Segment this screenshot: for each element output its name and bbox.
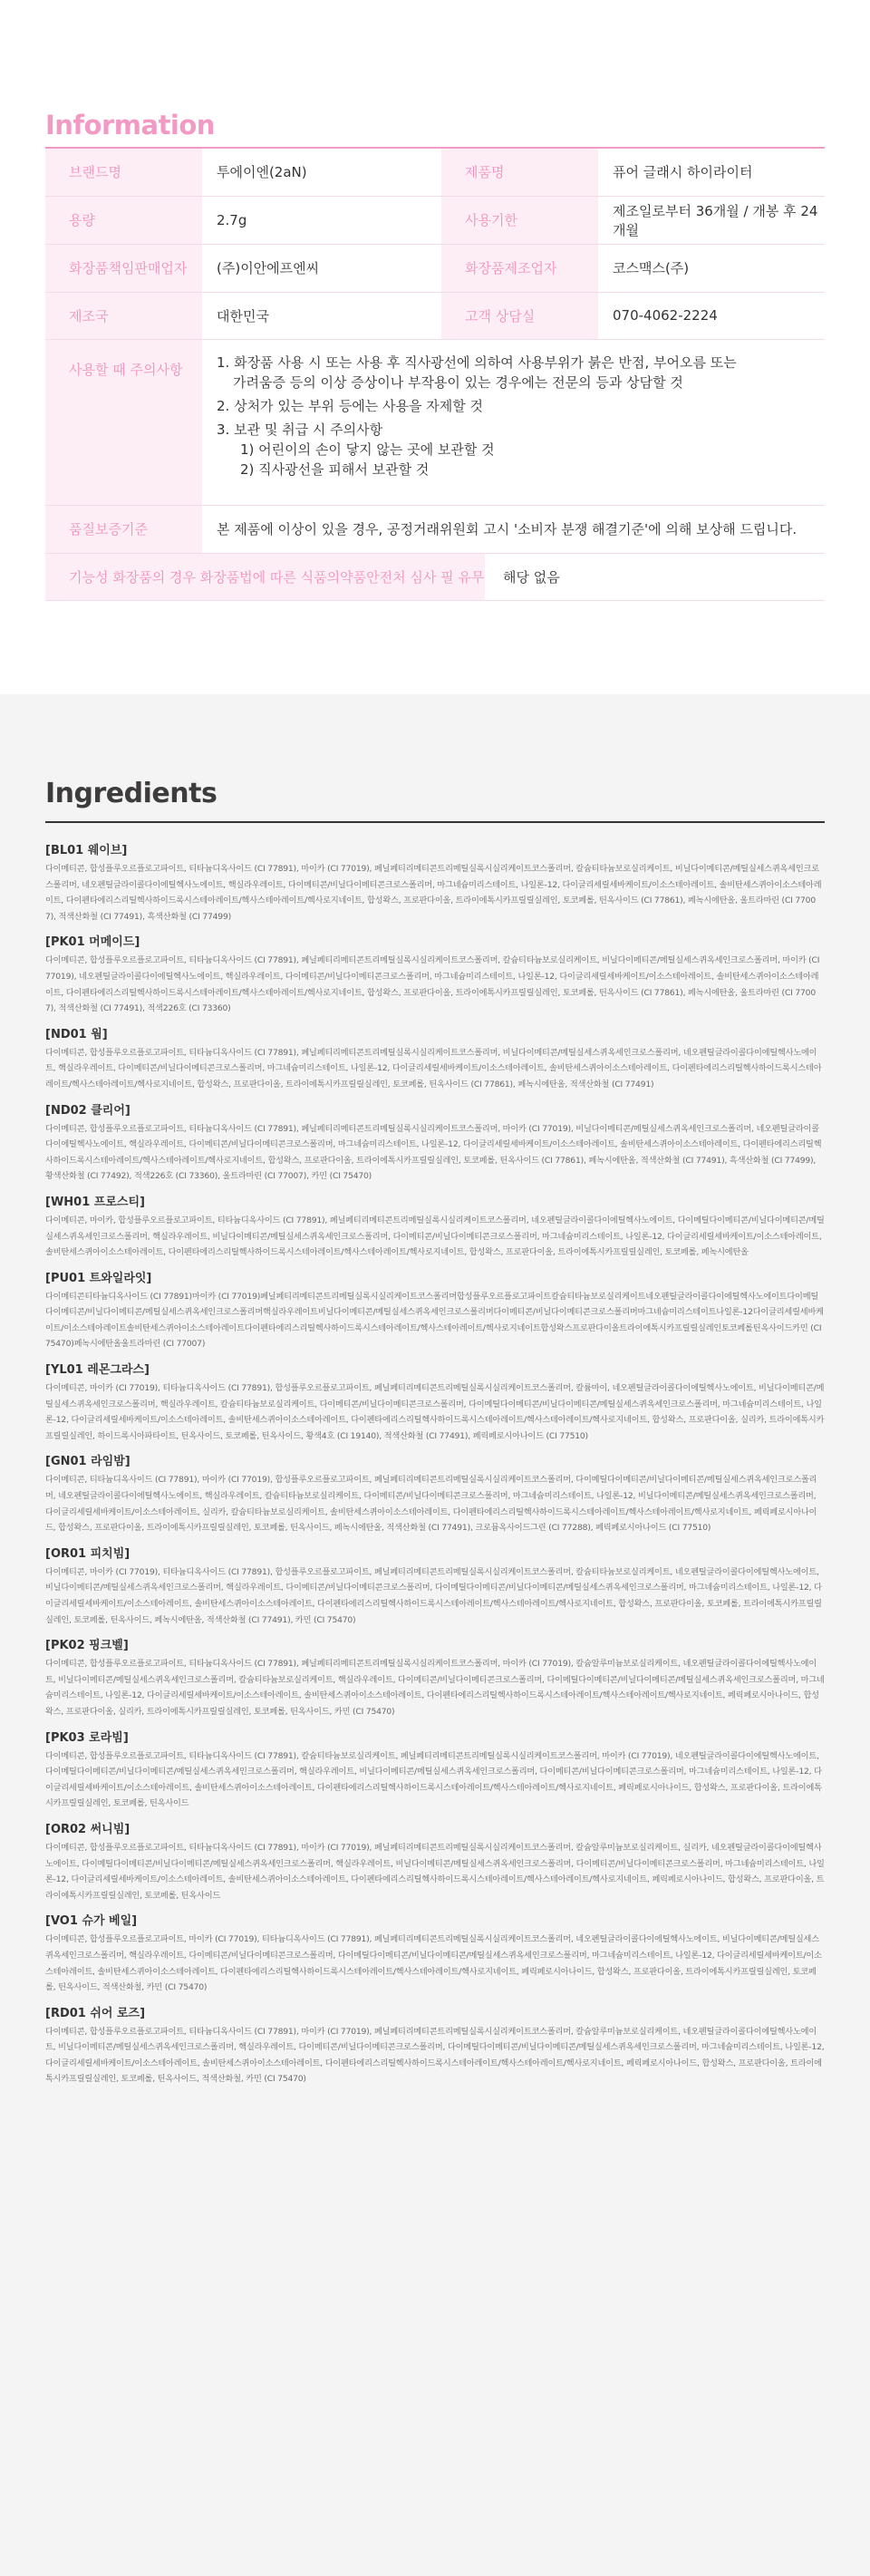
ingredients-title: Ingredients: [45, 778, 218, 809]
ingredient-block: [45, 1636, 825, 1719]
country-value: 대한민국: [202, 292, 441, 339]
ingredient-shade-name: [VO1 슈가 베일]: [45, 1914, 138, 1929]
ingredient-block: [45, 841, 825, 925]
seller-value: (주)이안에프엔씨: [202, 244, 441, 292]
ingredient-block: [45, 2004, 825, 2087]
ingredient-block: [45, 933, 825, 1016]
ingredient-block: [45, 1101, 825, 1185]
ingredient-block: [45, 1729, 825, 1812]
caution-item-2: 2. 상처가 있는 부위 등에는 사용을 자제할 것: [217, 397, 484, 414]
functional-table: [45, 554, 825, 602]
ingredients-list: [45, 841, 825, 2087]
ingredient-list-text: 다이메티콘, 합성플루오르플로고파이트, 티타늄디옥사이드 (CI 77891), 칼슘티타늄보로실리케이트, 폐닐페티리메티콘트리메틸실록시실리케이트코스폴리머, 마이카 (CI 77019), 네오펜틸글라이콜다이에틸헥사노에이트, 다이메틸다이메티콘/비닐다이메티콘/메틸실세스퀴옥세인크로스폴리머, 핵실라우레이트, 비닐다이메티콘/메틸실세스퀴옥세인크로스폴리머, 다이메티콘/비닐다이메티콘크로스폴리머, 마그네슘미리스테이트, 나일론-12, 다이글리세릴세바케이트/이소스테아레이트, 솔비탄세스퀴아이소스테아레이트, 다이펜타에리스리틸헥사하이드록시스테아레이트/헥사스테아레이트/헥사로지네이트, 페릭페로시아나이드, 합성왁스, 프로판다이올, 트라이에톡시카프릴릴실레인, 토코페롤, 틴옥사이드: [45, 1750, 822, 1809]
ingredient-list-text: 다이메티콘, 합성플루오르플로고파이트, 티타늄디옥사이드 (CI 77891), 폐닐페티리메티콘트리메틸실록시실리케이트코스폴리머, 마이카 (CI 77019), 비닐다이메티콘/메틸실세스퀴옥세인크로스폴리머, 네오펜틸글라이콜다이에틸헥사노에이트, 핵실라우레이트, 다이메티콘/비닐다이메티콘크로스폴리머, 마그네슘미리스테이트, 나일론-12, 다이글리세릴세바케이트/이소스테아레이트, 솔비탄세스퀴아이소스테아레이트, 다이펜타에리스리틸헥사하이드록시스테아레이트/헥사스테아레이트/헥사로지네이트, 합성왁스, 프로판다이올, 트라이에톡시카프릴릴실레인, 토코페롤, 틴옥사이드 (CI 77861), 페녹시에탄올, 적색산화철 (CI 77491), 흑색산화철 (CI 77499), 황색산화철 (CI 77492), 적색226호 (CI 73360), 울트라마린 (CI 77007), 카민 (CI 75470): [45, 1123, 822, 1182]
functional-value: 해당 없음: [485, 554, 825, 601]
info-row-functional: [45, 554, 825, 601]
volume-label: 용량: [45, 196, 202, 244]
ingredient-shade-name: [ND01 웜]: [45, 1027, 108, 1041]
ingredients-divider: [45, 821, 825, 823]
ingredient-block: [45, 1545, 825, 1628]
ingredient-shade-name: [YL01 레몬그라스]: [45, 1363, 150, 1378]
ingredient-shade-name: [OR02 써니빔]: [45, 1822, 130, 1836]
expiry-label: 사용기한: [441, 196, 598, 244]
info-row-country: [45, 292, 825, 339]
info-row-volume: [45, 196, 825, 244]
ingredient-list-text: 다이메티콘, 합성플루오르플로고파이트, 티타늄디옥사이드 (CI 77891), 마이카 (CI 77019), 폐닐페티리메티콘트리메틸실록시실리케이트코스폴리머, 칼슘알루미늄보로실리케이트, 실리카, 네오펜틸글라이콜다이에틸헥사노에이트, 다이메틸다이메티콘/비닐다이메티콘/메틸실세스퀴옥세인크로스폴리머, 핵실라우레이트, 비닐다이메티콘/메틸실세스퀴옥세인크로스폴리머, 다이메티콘/비닐다이메티콘크로스폴리머, 마그네슘미리스테이트, 나일론-12, 다이글리세릴세바케이트/이소스테아레이트, 솔비탄세스퀴아이소스테아레이트, 다이펜타에리스리틸헥사하이드록시스테아레이트/헥사스테아레이트/헥사로지네이트, 페릭페로시아나이드, 합성왁스, 프로판다이올, 트라이에톡시카프릴릴실레인, 토코페롤, 틴옥사이드: [45, 1842, 825, 1901]
quality-label: 품질보증기준: [45, 505, 202, 553]
info-row-caution: [45, 339, 825, 505]
ingredient-block: [45, 1820, 825, 1903]
caution-item-3-text: 3. 보관 및 취급 시 주의사항: [217, 421, 383, 438]
ingredient-shade-name: [PK02 핑크벨]: [45, 1639, 129, 1653]
ingredient-list-text: 다이메티콘, 마이카 (CI 77019), 티타늄디옥사이드 (CI 77891), 합성플루오르플로고파이트, 폐닐페티리메티콘트리메틸실록시실리케이트코스폴리머, 칼슘티타늄보로실리케이트, 네오펜틸글라이콜다이에틸헥사노에이트, 비닐다이메티콘/메틸실세스퀴옥세인크로스폴리머, 핵실라우레이트, 다이메티콘/비닐다이메티콘크로스폴리머, 다이메틸다이메티콘/비닐다이메티콘/메틸실세스퀴옥세인크로스폴리머, 마그네슘미리스테이트, 나일론-12, 다이글리세릴세바케이트/이소스테아레이트, 솔비탄세스퀴아이소스테아레이트, 다이펜타에리스리틸헥사하이드록시스테아레이트/헥사스테아레이트/헥사로지네이트, 합성왁스, 프로판다이올, 토코페롤, 트라이에톡시카프릴릴실레인, 토코페롤, 틴옥사이드, 페녹시에탄올, 적색산화철 (CI 77491), 카민 (CI 75470): [45, 1566, 822, 1625]
caution-content: [202, 339, 825, 505]
caution-item-1-continued: 가려움증 등의 이상 증상이나 부작용이 있는 경우에는 전문의 등과 상담할 것: [233, 373, 683, 391]
ingredient-list-text: 다이메티콘, 합성플루오르플로고파이트, 티타늄디옥사이드 (CI 77891), 마이카 (CI 77019), 폐닐페티리메티콘트리메틸실록시실리케이트코스폴리머, 칼슘알루미늄보로실리케이트, 네오펜틸글라이콜다이에틸헥사노에이트, 비닐다이메티콘/메틸실세스퀴옥세인크로스폴리머, 핵실라우레이트, 다이메티콘/비닐다이메티콘크로스폴리머, 다이메틸다이메티콘/비닐다이메티콘/메틸실세스퀴옥세인크로스폴리머, 마그네슘미리스테이트, 나일론-12, 다이글리세릴세바케이트/이소스테아레이트, 솔비탄세스퀴아이소스테아레이트, 다이펜타에리스리틸헥사하이드록시스테아레이트/헥사스테아레이트/헥사로지네이트, 페릭페로시아나이드, 합성왁스, 프로판다이올, 트라이에톡시카프릴릴실레인, 토코페롤, 틴옥사이드, 적색산화철, 카민 (CI 75470): [45, 2026, 825, 2085]
product-name-value: 퓨어 글래시 하이라이터: [598, 149, 825, 196]
ingredient-list-text: 다이메티콘티타늄디옥사이드 (CI 77891)마이카 (CI 77019)폐닐페티리메티콘트리메틸실록시실리케이트코스폴리머합성플루오르플로고파이트칼슘티타늄보로실리케이트네오펜틸글라이콜다이에틸헥사노에이트다이메틸다이메티콘/비닐다이메티콘/메틸실세스퀴옥세인크로스폴리머핵실라우레이트비닐다이메티콘/메틸실세스퀴옥세인크로스폴리머다이메티콘/비닐다이메티콘크로스폴리머마그네슘미리스테이트나일론-12다이글리세릴세바케이트/이소스테아레이트솔비탄세스퀴아이소스테아레이트다이펜타에리스리틸헥사하이드록시스테아레이트/헥사스테아레이트/헥사로지네이트합성왁스프로판다이올트라이에톡시카프릴릴실레인토코페롤틴옥사이드카민 (CI 75470)페녹시에탄올울트라마린 (CI 77007): [45, 1291, 824, 1350]
ingredient-list-text: 다이메티콘, 합성플루오르플로고파이트, 마이카 (CI 77019), 티타늄디옥사이드 (CI 77891), 폐닐페티리메티콘트리메틸실록시실리케이트코스폴리머, 네오펜틸글라이콜다이에틸헥사노에이트, 비닐다이메티콘/메틸실세스퀴옥세인크로스폴리머, 핵실라우레이트, 다이메티콘/비닐다이메티콘크로스폴리머, 다이메틸다이메티콘/비닐다이메티콘/메틸실세스퀴옥세인크로스폴리머, 마그네슘미리스테이트, 나일론-12, 다이글리세릴세바케이트/이소스테아레이트, 솔비탄세스퀴아이소스테아레이트, 다이펜타에리스리틸헥사하이드록시스테아레이트/헥사스테아레이트/헥사로지네이트, 페릭페로시아나이드, 합성왁스, 프로판다이올, 트라이에톡시카프릴릴실레인, 토코페롤, 틴옥사이드, 적색산화철, 카민 (CI 75470): [45, 1934, 822, 1993]
brand-label: 브랜드명: [45, 149, 202, 196]
ingredient-list-text: 다이메티콘, 티타늄디옥사이드 (CI 77891), 마이카 (CI 77019), 합성플루오르플로고파이트, 폐닐페티리메티콘트리메틸실록시실리케이트코스폴리머, 다이메틸다이메티콘/비닐다이메티콘/메틸실세스퀴옥세인크로스폴리머, 네오펜틸글라이콜다이에틸헥사노에이트, 핵실라우레이트, 칼슘티타늄보로실리케이트, 다이메티콘/비닐다이메티콘크로스폴리머, 마그네슘미리스테이트, 나일론-12, 비닐다이메티콘/메틸실세스퀴옥세인크로스폴리머, 다이글리세릴세바케이트/이소스테아레이트, 실리카, 칼슘티타늄보로실리케이트, 솔비탄세스퀴아이소스테아레이트, 다이펜타에리스리틸헥사하이드록시스테아레이트/헥사스테아레이트/헥사로지네이트, 페릭페로시아나이드, 합성왁스, 프로판다이올, 트라이에톡시카프릴릴실레인, 토코페롤, 틴옥사이드, 페녹시에탄올, 적색산화철 (CI 77491), 크로뮴옥사이드그린 (CI 77288), 페릭페로시아나이드 (CI 77510): [45, 1475, 817, 1534]
ingredient-shade-name: [PK03 로라빔]: [45, 1730, 129, 1745]
ingredient-block: [45, 1269, 825, 1352]
brand-value: 투에이엔(2aN): [202, 149, 441, 196]
caution-label: 사용할 때 주의사항: [45, 339, 202, 505]
caution-item-3-sub-2: 2) 직사광선을 피해서 보관할 것: [240, 460, 430, 478]
functional-label: 기능성 화장품의 경우 화장품법에 따른 식품의약품안전처 심사 필 유무: [45, 554, 485, 601]
info-row-quality: [45, 505, 825, 553]
ingredient-list-text: 다이메티콘, 합성플루오르플로고파이트, 티타늄디옥사이드 (CI 77891), 폐닐페티리메티콘트리메틸실록시실리케이트코스폴리머, 비닐다이메티콘/메틸실세스퀴옥세인크로스폴리머, 네오펜틸글라이콜다이에틸헥사노에이트, 핵실라우레이트, 다이메티콘/비닐다이메티콘크로스폴리머, 마그네슘미리스테이트, 나일론-12, 다이글리세릴세바케이트/이소스테아레이트, 솔비탄세스퀴아이소스테아레이트, 다이펜타에리스리틸헥사하이드록시스테아레이트/헥사스테아레이트/헥사로지네이트, 합성왁스, 프로판다이올, 트라이에톡시카프릴릴실레인, 토코페롤, 틴옥사이드 (CI 77861), 페녹시에탄올, 적색산화철 (CI 77491): [45, 1047, 822, 1089]
ingredient-shade-name: [RD01 쉬어 로즈]: [45, 2006, 146, 2020]
ingredient-block: [45, 1193, 825, 1261]
caution-list: [217, 353, 825, 479]
caution-item-1: [217, 353, 825, 392]
ingredient-shade-name: [BL01 웨이브]: [45, 844, 128, 857]
information-section: [0, 0, 870, 694]
caution-item-3-sub-1: 1) 어린이의 손이 닿지 않는 곳에 보관할 것: [240, 441, 495, 458]
product-name-label: 제품명: [441, 149, 598, 196]
info-row-seller: [45, 244, 825, 292]
caution-item-3: [217, 420, 825, 479]
country-label: 제조국: [45, 292, 202, 339]
volume-value: 2.7g: [202, 196, 441, 244]
ingredient-list-text: 다이메티콘, 마이카, 합성플루오르플로고파이트, 티타늄디옥사이드 (CI 77891), 폐닐페티리메티콘트리메틸실록시실리케이트코스폴리머, 네오펜틸글라이콜다이에틸헥사노에이트, 다이메틸다이메티콘/비닐다이메티콘/메틸실세스퀴옥세인크로스폴리머, 핵실라우레이트, 비닐다이메티콘/메틸실세스퀴옥세인크로스폴리머, 다이메티콘/비닐다이메티콘크로스폴리머, 마그네슘미리스테이트, 나일론-12, 다이글리세릴세바케이트/이소스테아레이트, 솔비탄세스퀴아이소스테아레이트, 다이펜타에리스리틸헥사하이드록시스테아레이트/헥사스테아레이트/헥사로지네이트, 합성왁스, 프로판다이올, 트라이에톡시카프릴릴실레인, 토코페롤, 페녹시에탄올: [45, 1215, 825, 1258]
ingredient-block: [45, 1025, 825, 1093]
ingredient-shade-name: [PU01 트와일라잇]: [45, 1271, 152, 1285]
ingredients-section: [0, 694, 870, 2576]
caution-item-1-text: 1. 화장품 사용 시 또는 사용 후 직사광선에 의하여 사용부위가 붉은 반점, 부어오름 또는: [217, 353, 737, 371]
ingredient-block: [45, 1361, 825, 1444]
ingredient-list-text: 다이메티콘, 합성플루오르플로고파이트, 티타늄디옥사이드 (CI 77891), 폐닐페티리메티콘트리메틸실록시실리케이트코스폴리머, 칼슘티타늄보로실리케이트, 비닐다이메티콘/메틸실세스퀴옥세인크로스폴리머, 마이카 (CI 77019), 네오펜틸글라이콜다이에틸헥사노에이트, 핵실라우레이트, 다이메티콘/비닐다이메티콘크로스폴리머, 마그네슘미리스테이트, 나일론-12, 다이글리세릴세바케이트/이소스테아레이트, 솔비탄세스퀴아이소스테아레이트, 다이펜타에리스리틸헥사하이드록시스테아레이트/헥사스테아레이트/헥사로지네이트, 합성왁스, 프로판다이올, 트라이에톡시카프릴릴실레인, 토코페롤, 틴옥사이드 (CI 77861), 페녹시에탄올, 울트라마린 (CI 77007), 적색산화철 (CI 77491), 적색226호 (CI 73360): [45, 955, 820, 1014]
ingredient-shade-name: [PK01 머메이드]: [45, 935, 140, 950]
information-title: Information: [45, 110, 215, 140]
info-row-brand: [45, 149, 825, 196]
customer-service-phone: 070-4062-2224: [598, 292, 825, 339]
expiry-value: 제조일로부터 36개월 / 개봉 후 24개월: [598, 196, 825, 244]
manufacturer-label: 화장품제조업자: [441, 244, 598, 292]
manufacturer-value: 코스맥스(주): [598, 244, 825, 292]
ingredient-list-text: 다이메티콘, 합성플루오르플로고파이트, 티타늄디옥사이드 (CI 77891), 폐닐페티리메티콘트리메틸실록시실리케이트코스폴리머, 마이카 (CI 77019), 칼슘알루미늄보로실리케이트, 네오펜틸글라이콜다이에틸헥사노에이트, 비닐다이메티콘/메틸실세스퀴옥세인크로스폴리머, 칼슘티타늄보로실리케이트, 핵실라우레이트, 다이메티콘/비닐다이메티콘크로스폴리머, 다이메틸다이메티콘/비닐다이메티콘/메틸실세스퀴옥세인크로스폴리머, 마그네슘미리스테이트, 나일론-12, 다이글리세릴세바케이트/이소스테아레이트, 솔비탄세스퀴아이소스테아레이트, 다이펜타에리스리틸헥사하이드록시스테아레이트/헥사스테아레이트/헥사로지네이트, 페릭페로시아나이드, 합성왁스, 프로판다이올, 실리카, 트라이에톡시카프릴릴실레인, 토코페롤, 틴옥사이드, 카민 (CI 75470): [45, 1659, 825, 1717]
quality-value: 본 제품에 이상이 있을 경우, 공정거래위원회 고시 '소비자 분쟁 해결기준'에 의해 보상해 드립니다.: [202, 505, 825, 553]
ingredient-shade-name: [GN01 라임밤]: [45, 1455, 130, 1469]
ingredient-shade-name: [OR01 피치빔]: [45, 1546, 130, 1561]
ingredient-block: [45, 1452, 825, 1535]
customer-service-label: 고객 상담실: [441, 292, 598, 339]
ingredient-list-text: 다이메티콘, 마이카 (CI 77019), 티타늄디옥사이드 (CI 77891), 합성플루오르플로고파이트, 폐닐페티리메티콘트리메틸실록시실리케이트코스폴리머, 칼륨마이, 네오펜틸글라이콜다이에틸헥사노에이트, 비닐다이메티콘/메틸실세스퀴옥세인크로스폴리머, 핵실라우레이트, 칼슘티타늄보로실리케이트, 다이메티콘/비닐다이메티콘크로스폴리머, 다이메틸다이메티콘/비닐다이메티콘/메틸실세스퀴옥세인크로스폴리머, 마그네슘미리스테이트, 나일론-12, 다이글리세릴세바케이트/이소스테아레이트, 솔비탄세스퀴아이소스테아레이트, 다이펜타에리스리틸헥사하이드록시스테아레이트/헥사스테아레이트/헥사로지네이트, 합성왁스, 프로판다이올, 실리카, 트라이에톡시카프릴릴실레인, 하이드록시아파타이트, 틴옥사이드, 토코페롤, 틴옥사이드, 황색4호 (CI 19140), 적색산화철 (CI 77491), 페릭페로시아나이드 (CI 77510): [45, 1383, 825, 1441]
ingredient-block: [45, 1912, 825, 1995]
ingredient-shade-name: [WH01 프로스티]: [45, 1195, 145, 1209]
ingredient-shade-name: [ND02 클리어]: [45, 1103, 130, 1118]
information-table: [45, 149, 825, 554]
seller-label: 화장품책임판매업자: [45, 244, 202, 292]
ingredient-list-text: 다이메티콘, 합성플루오르플로고파이트, 티타늄디옥사이드 (CI 77891), 마이카 (CI 77019), 폐닐페티리메티콘트리메틸실록시실리케이트코스폴리머, 칼슘티타늄보로실리케이트, 비닐다이메티콘/메틸실세스퀴옥세인크로스폴리머, 네오펜틸글라이콜다이에틸헥사노에이트, 핵실라우레이트, 다이메티콘/비닐다이메티콘크로스폴리머, 마그네슘미리스테이트, 나일론-12, 다이글리세릴세바케이트/이소스테아레이트, 솔비탄세스퀴아이소스테아레이트, 다이펜타에리스리틸헥사하이드록시스테아레이트/헥사스테아레이트/헥사로지네이트, 합성왁스, 프로판다이올, 트라이에톡시카프릴릴실레인, 토코페롤, 틴옥사이드 (CI 77861), 페녹시에탄올, 울트라마린 (CI 77007), 적색산화철 (CI 77491), 흑색산화철 (CI 77499): [45, 864, 822, 922]
